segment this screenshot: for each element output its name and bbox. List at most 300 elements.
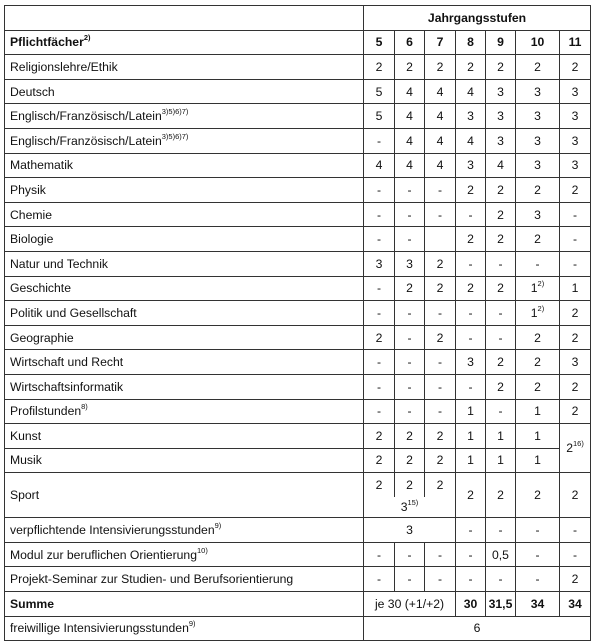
- year-cell: 9: [486, 30, 516, 55]
- value-cell: [486, 592, 516, 617]
- value-text: -: [498, 572, 503, 587]
- value-cell: [486, 153, 516, 178]
- value-text: 34: [568, 596, 582, 611]
- value-cell: [456, 55, 486, 80]
- subject-cell: [5, 276, 364, 301]
- value-cell: [456, 325, 486, 350]
- value-cell: [425, 153, 456, 178]
- value-cell: [486, 79, 516, 104]
- value-text: 1: [534, 428, 541, 443]
- value-text: 2: [497, 379, 504, 394]
- table-row: [5, 325, 591, 350]
- value-cell: [560, 227, 591, 252]
- value-cell: [395, 424, 425, 449]
- value-text: 34: [530, 596, 545, 611]
- subject-cell: [5, 350, 364, 375]
- value-cell: [560, 374, 591, 399]
- value-text: 2: [436, 453, 444, 468]
- value-text: -: [437, 182, 443, 197]
- value-text: -: [437, 404, 443, 419]
- value-text: -: [535, 523, 540, 538]
- table-row: [5, 55, 591, 80]
- value-text: 2: [467, 281, 474, 296]
- value-cell: [395, 542, 425, 567]
- subject-name: Sport: [10, 488, 40, 503]
- value-text: -: [407, 355, 412, 370]
- subject-footnote: 3)5)6)7): [161, 107, 189, 117]
- value-cell: [456, 251, 486, 276]
- value-text: 2: [436, 330, 444, 345]
- value-cell: [364, 374, 395, 399]
- value-text: -: [376, 379, 382, 394]
- value-text: 4: [467, 133, 474, 148]
- value-text: 2: [436, 428, 444, 443]
- value-text: 2: [571, 572, 579, 587]
- value-cell: [486, 227, 516, 252]
- value-text: -: [407, 207, 412, 222]
- value-cell: [425, 567, 456, 592]
- value-cell: [516, 542, 560, 567]
- value-text: 4: [406, 158, 413, 173]
- year-cell: 6: [395, 30, 425, 55]
- value-text: 2: [406, 281, 413, 296]
- value-text: 4: [436, 133, 444, 148]
- value-text: -: [407, 379, 412, 394]
- subject-cell: [5, 251, 364, 276]
- value-cell: [486, 350, 516, 375]
- value-text: 3: [467, 355, 474, 370]
- value-text: -: [468, 379, 473, 394]
- value-text: 2: [571, 404, 579, 419]
- header-row-years: [5, 30, 591, 55]
- value-cell: [425, 473, 456, 497]
- value-text: 1: [497, 428, 504, 443]
- value-text: 2: [467, 59, 474, 74]
- value-cell: [486, 178, 516, 203]
- value-text: 2: [571, 305, 579, 320]
- subject-cell: [5, 153, 364, 178]
- value-cell: [395, 350, 425, 375]
- value-text: 3: [497, 133, 504, 148]
- value-cell: [516, 448, 560, 473]
- value-text: -: [468, 305, 473, 320]
- table-row: [5, 616, 591, 641]
- value-cell: [516, 592, 560, 617]
- value-text: 3: [571, 158, 579, 173]
- value-text: -: [468, 523, 473, 538]
- value-text: 2: [406, 428, 413, 443]
- subject-cell: [5, 128, 364, 153]
- value-text: -: [376, 305, 382, 320]
- value-cell: [486, 399, 516, 424]
- value-text: -: [407, 232, 412, 247]
- value-text: 2: [497, 182, 504, 197]
- value-text: 2: [571, 488, 579, 503]
- value-cell: [425, 374, 456, 399]
- subject-name: Kunst: [10, 428, 42, 443]
- value-text: -: [573, 547, 578, 562]
- value-cell: [395, 227, 425, 252]
- value-text: -: [407, 305, 412, 320]
- value-cell: [456, 592, 486, 617]
- subject-name: Englisch/Französisch/Latein: [10, 133, 162, 148]
- value-cell: [364, 424, 395, 449]
- value-cell: [516, 325, 560, 350]
- value-cell: [486, 251, 516, 276]
- value-text: 2: [436, 281, 444, 296]
- subject-name: freiwillige Intensivierungsstunden: [10, 621, 189, 636]
- value-text: 5: [375, 109, 383, 124]
- value-text: 4: [436, 158, 444, 173]
- table-row: [5, 153, 591, 178]
- value-cell: [364, 55, 395, 80]
- value-text: -: [376, 547, 382, 562]
- value-cell: [560, 518, 591, 543]
- subject-name: Musik: [10, 453, 42, 468]
- value-cell: [560, 276, 591, 301]
- subjects-label-footnote: 2): [83, 33, 91, 43]
- value-text: 2: [375, 59, 383, 74]
- table-row: [5, 202, 591, 227]
- value-cell: [486, 202, 516, 227]
- value-cell: [560, 178, 591, 203]
- value-text: -: [376, 355, 382, 370]
- value-text: 3: [467, 158, 474, 173]
- value-text: -: [407, 330, 412, 345]
- value-cell: [425, 542, 456, 567]
- subject-name: Religionslehre/Ethik: [10, 59, 118, 74]
- value-text: -: [498, 404, 503, 419]
- value-text: je 30 (+1/+2): [374, 596, 445, 611]
- year-cell: 10: [516, 30, 560, 55]
- subject-footnote: 10): [196, 545, 208, 555]
- value-cell: [364, 473, 395, 497]
- value-text: 2: [534, 355, 541, 370]
- value-text: 4: [406, 109, 413, 124]
- table-row: [5, 128, 591, 153]
- value-cell: [425, 104, 456, 129]
- value-cell: [560, 251, 591, 276]
- table-row: [5, 518, 591, 543]
- value-cell: [364, 567, 395, 592]
- value-cell: [560, 202, 591, 227]
- value-text: 2: [436, 478, 444, 493]
- curriculum-table: [4, 5, 591, 641]
- subject-cell: [5, 178, 364, 203]
- value-cell: [486, 518, 516, 543]
- subject-cell: [5, 325, 364, 350]
- value-text: 4: [497, 158, 504, 173]
- value-text: -: [498, 256, 503, 271]
- value-cell: [425, 424, 456, 449]
- value-text: 2: [497, 355, 504, 370]
- subject-name: Englisch/Französisch/Latein: [10, 109, 162, 124]
- value-cell: [364, 178, 395, 203]
- value-text: 30: [463, 596, 478, 611]
- value-cell: [364, 104, 395, 129]
- subject-name: verpflichtende Intensivierungsstunden: [10, 523, 215, 538]
- value-cell: [395, 567, 425, 592]
- value-text: 3: [400, 500, 408, 515]
- value-text: 3: [534, 133, 541, 148]
- value-text: 3: [406, 523, 413, 538]
- subject-name: Physik: [10, 182, 46, 197]
- value-text: 2: [571, 59, 579, 74]
- value-cell: [395, 473, 425, 497]
- subject-cell: [5, 473, 364, 518]
- value-cell: [395, 178, 425, 203]
- value-cell: [560, 301, 591, 326]
- value-text: 1: [571, 281, 579, 296]
- value-cell: [364, 616, 591, 641]
- value-cell: [364, 497, 456, 518]
- value-cell: [560, 592, 591, 617]
- value-text: 2: [406, 59, 413, 74]
- value-cell: [560, 104, 591, 129]
- subject-name: Wirtschaft und Recht: [10, 355, 124, 370]
- table-row: [5, 276, 591, 301]
- subject-name: Natur und Technik: [10, 256, 109, 271]
- value-cell: [425, 227, 456, 252]
- value-footnote: 2): [537, 279, 545, 289]
- value-text: 1: [497, 453, 504, 468]
- subject-cell: [5, 79, 364, 104]
- table-row: [5, 473, 591, 497]
- value-cell: [456, 567, 486, 592]
- value-cell: [560, 153, 591, 178]
- value-cell: [486, 276, 516, 301]
- value-cell: [560, 55, 591, 80]
- table-row: [5, 301, 591, 326]
- value-text: 2: [436, 59, 444, 74]
- table-body: [5, 6, 591, 641]
- value-cell: [456, 202, 486, 227]
- value-cell: [364, 202, 395, 227]
- subject-name: Chemie: [10, 207, 52, 222]
- value-cell: [425, 325, 456, 350]
- value-cell: [456, 153, 486, 178]
- value-cell: [456, 104, 486, 129]
- value-text: 1: [530, 281, 538, 296]
- value-text: 4: [406, 133, 413, 148]
- value-text: -: [376, 281, 382, 296]
- value-text: 2: [566, 441, 573, 456]
- value-text: 2: [534, 182, 541, 197]
- value-text: 3: [534, 207, 541, 222]
- table-row: [5, 350, 591, 375]
- value-cell: [364, 79, 395, 104]
- value-cell: [395, 399, 425, 424]
- table-row: [5, 178, 591, 203]
- value-cell: [516, 202, 560, 227]
- value-cell: [456, 448, 486, 473]
- table-row: [5, 374, 591, 399]
- value-cell: [486, 567, 516, 592]
- value-cell: [364, 301, 395, 326]
- subject-cell: [5, 301, 364, 326]
- value-cell: [395, 153, 425, 178]
- value-text: -: [437, 207, 443, 222]
- value-text: 1: [467, 453, 474, 468]
- value-text: 3: [534, 84, 541, 99]
- value-text: 2: [467, 488, 474, 503]
- value-cell: [516, 251, 560, 276]
- value-text: -: [437, 572, 443, 587]
- value-cell: [395, 55, 425, 80]
- header-row-group: [5, 6, 591, 31]
- subject-cell: [5, 55, 364, 80]
- value-text: 2: [497, 59, 504, 74]
- value-text: 3: [406, 256, 413, 271]
- value-cell: [516, 350, 560, 375]
- value-cell: [425, 202, 456, 227]
- value-cell: [516, 399, 560, 424]
- subject-name: Deutsch: [10, 84, 55, 99]
- value-footnote: 16): [573, 439, 584, 449]
- value-cell: [395, 104, 425, 129]
- value-text: 2: [571, 379, 579, 394]
- value-text: 1: [534, 404, 541, 419]
- value-cell: [456, 542, 486, 567]
- value-text: -: [437, 547, 443, 562]
- value-cell: [364, 251, 395, 276]
- subject-footnote: 3)5)6)7): [161, 131, 189, 141]
- value-text: 4: [436, 84, 444, 99]
- value-cell: [425, 251, 456, 276]
- year-cell: 11: [560, 30, 591, 55]
- value-cell: [425, 350, 456, 375]
- value-text: 4: [467, 84, 474, 99]
- subject-cell: [5, 227, 364, 252]
- value-text: 3: [571, 133, 579, 148]
- value-text: -: [437, 305, 443, 320]
- value-text: 2: [375, 428, 383, 443]
- value-cell: [456, 399, 486, 424]
- value-cell: [456, 79, 486, 104]
- value-text: -: [376, 572, 382, 587]
- value-cell: [456, 276, 486, 301]
- value-text: -: [376, 182, 382, 197]
- value-cell: [395, 202, 425, 227]
- value-cell: [560, 473, 591, 518]
- value-cell: [486, 448, 516, 473]
- subject-cell: [5, 424, 364, 449]
- value-text: 2: [467, 182, 474, 197]
- value-text: 4: [406, 84, 413, 99]
- subject-name: Projekt-Seminar zur Studien- und Berufsorientierung: [10, 572, 294, 587]
- value-cell: [516, 79, 560, 104]
- value-cell: [395, 448, 425, 473]
- value-cell: [560, 128, 591, 153]
- value-text: 2: [375, 478, 383, 493]
- value-text: -: [498, 305, 503, 320]
- value-text: -: [498, 523, 503, 538]
- value-text: 2: [534, 232, 541, 247]
- subjects-label-cell: [5, 30, 364, 55]
- subject-name: Biologie: [10, 232, 54, 247]
- value-cell: [364, 276, 395, 301]
- value-text: -: [468, 256, 473, 271]
- value-cell: [425, 128, 456, 153]
- value-text: 2: [534, 330, 541, 345]
- value-cell: [516, 227, 560, 252]
- value-cell: [456, 518, 486, 543]
- table-row: [5, 448, 591, 473]
- value-text: 2: [406, 478, 413, 493]
- value-cell: [516, 301, 560, 326]
- value-cell: [395, 251, 425, 276]
- value-cell: [395, 325, 425, 350]
- value-text: -: [573, 523, 578, 538]
- table-row: [5, 251, 591, 276]
- table-row: [5, 227, 591, 252]
- value-text: -: [376, 133, 382, 148]
- value-text: -: [376, 232, 382, 247]
- value-cell: [516, 104, 560, 129]
- value-cell: [364, 325, 395, 350]
- subjects-label: Pflichtfächer: [10, 35, 84, 50]
- subject-cell: [5, 542, 364, 567]
- value-text: 3: [467, 109, 474, 124]
- value-text: -: [437, 379, 443, 394]
- subject-footnote: 8): [81, 402, 88, 412]
- value-cell: [456, 424, 486, 449]
- table-row: [5, 79, 591, 104]
- value-text: 2: [497, 207, 504, 222]
- header-empty-cell: [5, 6, 364, 31]
- value-text: -: [407, 547, 412, 562]
- value-text: -: [407, 572, 412, 587]
- value-cell: [364, 128, 395, 153]
- subject-cell: [5, 518, 364, 543]
- subject-footnote: 9): [188, 619, 196, 629]
- subject-name: Geschichte: [10, 281, 71, 296]
- value-text: 3: [534, 109, 541, 124]
- value-cell: [425, 79, 456, 104]
- value-cell: [516, 518, 560, 543]
- subject-cell: [5, 567, 364, 592]
- value-cell: [364, 448, 395, 473]
- subject-cell: [5, 616, 364, 641]
- value-cell: [395, 374, 425, 399]
- value-text: 1: [467, 404, 474, 419]
- value-text: 2: [571, 330, 579, 345]
- value-text: 2: [497, 488, 504, 503]
- value-text: -: [437, 355, 443, 370]
- table-row: [5, 542, 591, 567]
- value-cell: [486, 542, 516, 567]
- value-text: 3: [571, 109, 579, 124]
- value-text: -: [535, 572, 540, 587]
- value-footnote: 15): [407, 498, 419, 508]
- value-cell: [516, 153, 560, 178]
- value-cell: [425, 448, 456, 473]
- value-cell: [456, 301, 486, 326]
- value-text: -: [468, 547, 473, 562]
- value-cell: [425, 55, 456, 80]
- value-cell: [516, 374, 560, 399]
- value-text: 3: [497, 109, 504, 124]
- subject-cell: [5, 104, 364, 129]
- value-cell: [395, 79, 425, 104]
- subject-name: Modul zur beruflichen Orientierung: [10, 547, 197, 562]
- value-cell: [516, 473, 560, 518]
- value-cell: [560, 79, 591, 104]
- value-text: -: [407, 404, 412, 419]
- value-cell: [364, 153, 395, 178]
- value-cell: [486, 128, 516, 153]
- year-cell: 7: [425, 30, 456, 55]
